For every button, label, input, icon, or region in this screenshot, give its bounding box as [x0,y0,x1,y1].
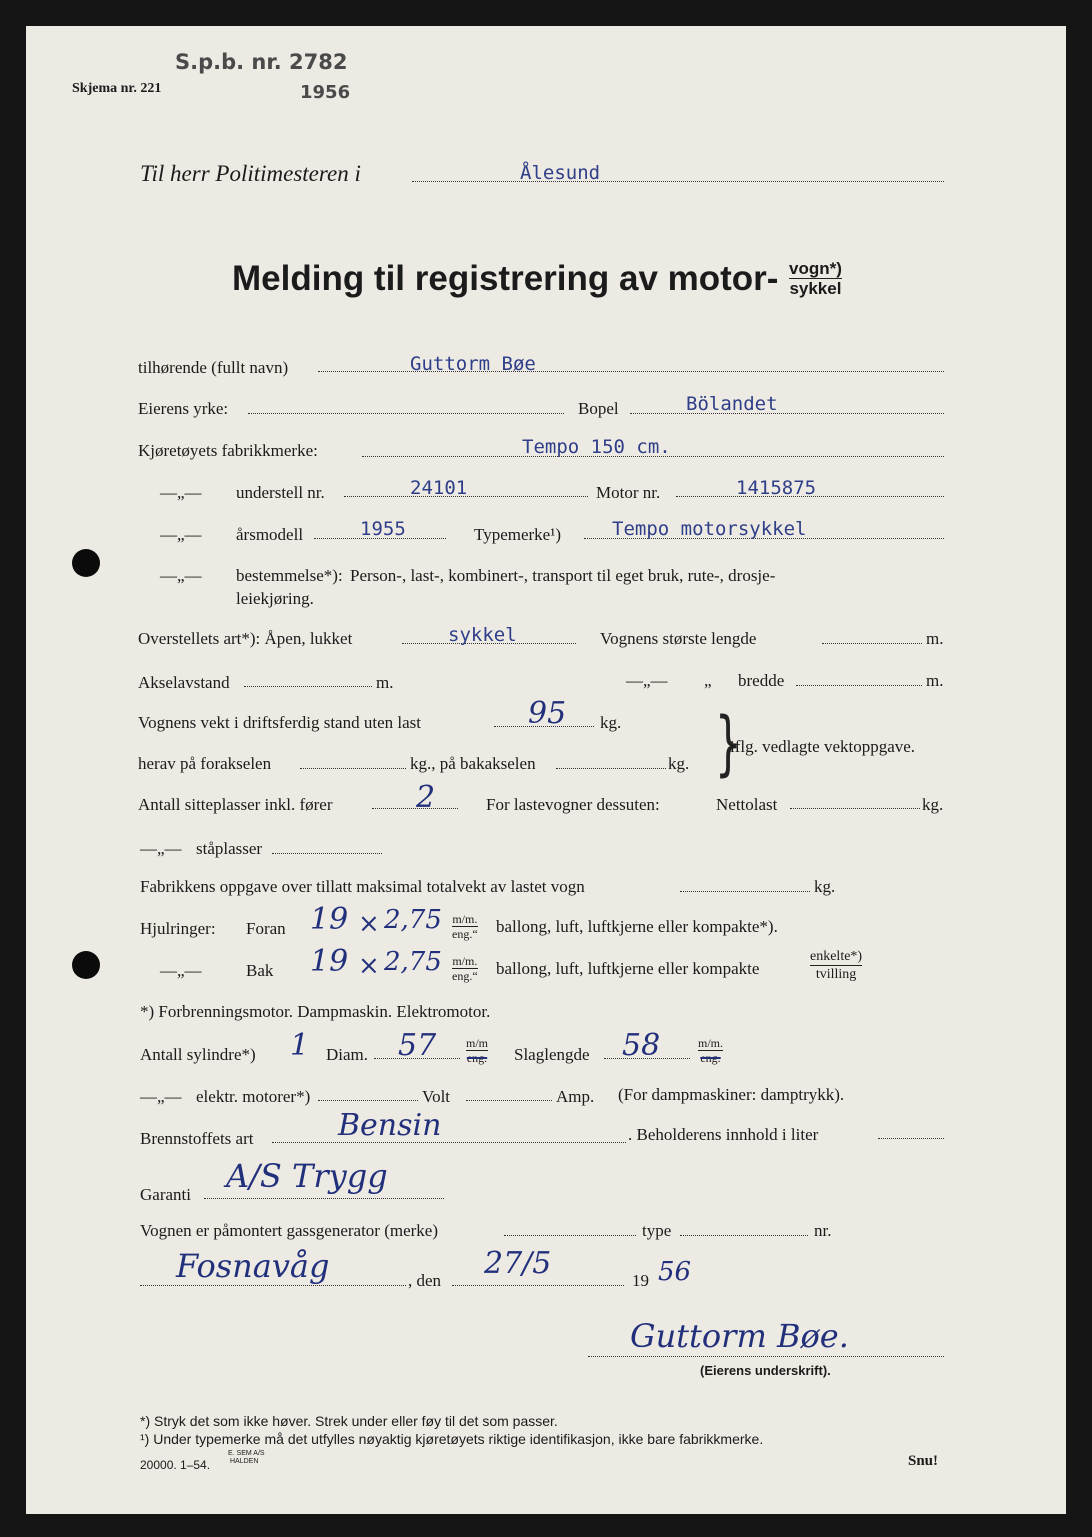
district-line [412,181,944,182]
unit-mm: m/m. [452,912,478,926]
front-axle-label: herav på forakselen [138,754,272,773]
addressee: Til herr Politimesteren i [140,161,361,186]
motor-label: Motor nr. [596,483,661,502]
guarantee-label: Garanti [140,1185,191,1204]
body-value: sykkel [448,624,517,646]
net-load-line [790,808,920,809]
title-vehicle-choice [789,259,842,298]
date-value: 27/5 [484,1246,552,1281]
net-load-unit: kg. [922,795,944,814]
punch-hole [72,549,100,577]
wheelbase-unit: m. [376,673,394,692]
length-label: Vognens største lengde [600,629,757,648]
rear-axle-unit: kg. [668,754,690,773]
ditto-mark: —„— [140,839,182,858]
front-rim-value: 19 [310,902,349,937]
year-prefix: 19 [632,1271,649,1290]
year-value: 1955 [360,518,406,540]
type-label: Typemerke¹) [474,525,561,544]
gas-generator-line [504,1235,636,1236]
unit-mm: m/m. [452,954,478,968]
tires-label: Hjulringer: [140,919,216,938]
ditto-mark: —„— [160,961,202,980]
gas-nr-label: nr. [814,1221,832,1240]
stroke-value: 58 [622,1028,661,1063]
fuel-line [272,1142,626,1143]
unit-eng: eng.“ [452,969,478,983]
rear-tire-label: Bak [246,961,274,980]
residence-line [630,413,944,414]
owner-signature: Guttorm Bøe. [630,1317,849,1355]
width-line [796,685,922,686]
chassis-value: 24101 [410,477,468,499]
volt-line [466,1100,552,1101]
footnote-1: *) Stryk det som ikke høver. Strek under eller føy til det som passer. [140,1413,558,1429]
electric-label: elektr. motorer*) [196,1087,311,1106]
ditto-mark: —„— [140,1087,182,1106]
ditto-mark: —„— [160,566,202,585]
make-label: Kjøretøyets fabrikkmerke: [138,441,318,460]
date-line [452,1285,624,1286]
standing-label: ståplasser [196,839,263,858]
residence-value: Bölandet [686,393,778,415]
residence-label: Bopel [578,399,619,418]
purpose-options: Person-, last-, kombinert-, transport til eget bruk, rute-, drosje- [350,566,776,585]
stroke-label: Slaglengde [514,1045,590,1064]
body-label: Overstellets art*): Åpen, lukket [138,629,353,648]
max-weight-unit: kg. [814,877,836,896]
fuel-value: Bensin [338,1108,442,1143]
rear-width-value: 2,75 [384,947,442,977]
turn-over-note: Snu! [908,1453,939,1469]
title-option-vogn: vogn*) [789,259,842,278]
single-option: enkelte*) [810,949,863,964]
year-suffix: 56 [658,1257,692,1287]
cylinders-value: 1 [290,1028,310,1063]
signature-caption: (Eierens underskrift). [700,1363,831,1378]
bore-value: 57 [398,1028,437,1063]
ditto-mark: —„— [160,483,202,502]
gas-generator-label: Vognen er påmontert gassgenerator (merke) [140,1221,439,1240]
freight-intro: For lastevogner dessuten: [486,795,660,814]
single-twin-choice [810,948,862,983]
tank-label: . Beholderens innhold i liter [628,1125,819,1144]
unit-eng-struck: eng. [700,1051,721,1065]
seats-value: 2 [416,780,436,815]
footnote-2: ¹) Under typemerke må det utfylles nøyaktig kjøretøyets riktige identifikasjon, ikke bare fabrikkmerke. [140,1431,764,1447]
wheelbase-line [244,686,372,687]
width-label: bredde [738,671,785,690]
gas-type-line [680,1235,808,1236]
front-axle-line [300,768,406,769]
weight-value: 95 [528,696,567,731]
date-separator: , den [408,1271,442,1290]
tank-line [878,1138,944,1139]
weight-brace: } [714,702,742,784]
weight-report-note: iflg. vedlagte vektoppgave. [730,737,916,756]
chassis-label: understell nr. [236,483,325,502]
front-tire-label: Foran [246,919,286,938]
purpose-options-cont: leiekjøring. [236,589,314,608]
net-load-label: Nettolast [716,795,778,814]
owner-label: tilhørende (fullt navn) [138,358,289,377]
stamp-year: 1956 [300,82,351,103]
length-line [822,643,922,644]
police-district: Ålesund [520,162,601,184]
standing-line [272,853,382,854]
front-width-value: 2,75 [384,905,442,935]
max-weight-line [680,891,810,892]
stroke-unit-fraction [698,1036,723,1065]
rear-tire-kinds: ballong, luft, luftkjerne eller kompakte [496,959,760,978]
volt-label: Volt [422,1087,451,1106]
wheelbase-label: Akselavstand [138,673,230,692]
make-value: Tempo 150 cm. [522,436,671,458]
unit-eng-struck: eng. [466,1051,488,1065]
form-title: Melding til registrering av motor- [232,259,779,298]
seats-label: Antall sitteplasser inkl. fører [138,795,333,814]
occupation-line [248,413,564,414]
ditto-mark: —„— [160,525,202,544]
title-option-sykkel: sykkel [789,279,842,298]
max-weight-label: Fabrikkens oppgave over tillatt maksimal totalvekt av lastet vogn [140,877,585,896]
printer-city: HALDEN [230,1458,259,1465]
width-ditto: „ [704,671,712,690]
weight-label: Vognens vekt i driftsferdig stand uten last [138,713,421,732]
place-value: Fosnavåg [176,1247,330,1285]
twin-option: tvilling [815,967,857,982]
form-number: Skjema nr. 221 [72,81,162,96]
front-times: × [358,909,380,939]
unit-mm: m/m [466,1036,489,1050]
ditto-mark: —„— [626,671,668,690]
length-unit: m. [926,629,944,648]
purpose-label: bestemmelse*): [236,566,343,585]
gas-type-label: type [642,1221,672,1240]
engine-kinds: *) Forbrenningsmotor. Dampmaskin. Elektromotor. [140,1002,491,1021]
signature-line [588,1356,944,1357]
print-info: 20000. 1–54. [140,1458,211,1472]
seats-line [372,808,458,809]
bore-unit-fraction [466,1036,488,1065]
rear-times: × [358,951,380,981]
occupation-label: Eierens yrke: [138,399,229,418]
front-unit-fraction [452,912,478,941]
cylinders-label: Antall sylindre*) [140,1045,256,1064]
type-value: Tempo motorsykkel [612,518,807,540]
weight-unit: kg. [600,713,622,732]
front-tire-kinds: ballong, luft, luftkjerne eller kompakte*). [496,917,778,936]
rear-rim-value: 19 [310,944,349,979]
rear-unit-fraction [452,954,478,983]
amp-label: Amp. [556,1087,595,1106]
registration-stamp: S.p.b. nr. 2782 [175,50,348,74]
printer-name: E. SEM A/S [228,1450,265,1457]
guarantee-line [204,1198,444,1199]
steam-label: (For dampmaskiner: damptrykk). [618,1085,845,1104]
guarantee-value: A/S Trygg [226,1157,388,1195]
punch-hole [72,951,100,979]
unit-mm: m/m. [698,1036,724,1050]
fuel-label: Brennstoffets art [140,1129,254,1148]
rear-axle-line [556,768,666,769]
year-label: årsmodell [236,525,304,544]
bore-label: Diam. [326,1045,369,1064]
place-line [140,1285,406,1286]
width-unit: m. [926,671,944,690]
electric-line [318,1100,418,1101]
motor-value: 1415875 [736,477,817,499]
owner-value: Guttorm Bøe [410,353,536,375]
rear-axle-label: kg., på bakakselen [410,754,536,773]
unit-eng: eng.“ [452,927,478,941]
